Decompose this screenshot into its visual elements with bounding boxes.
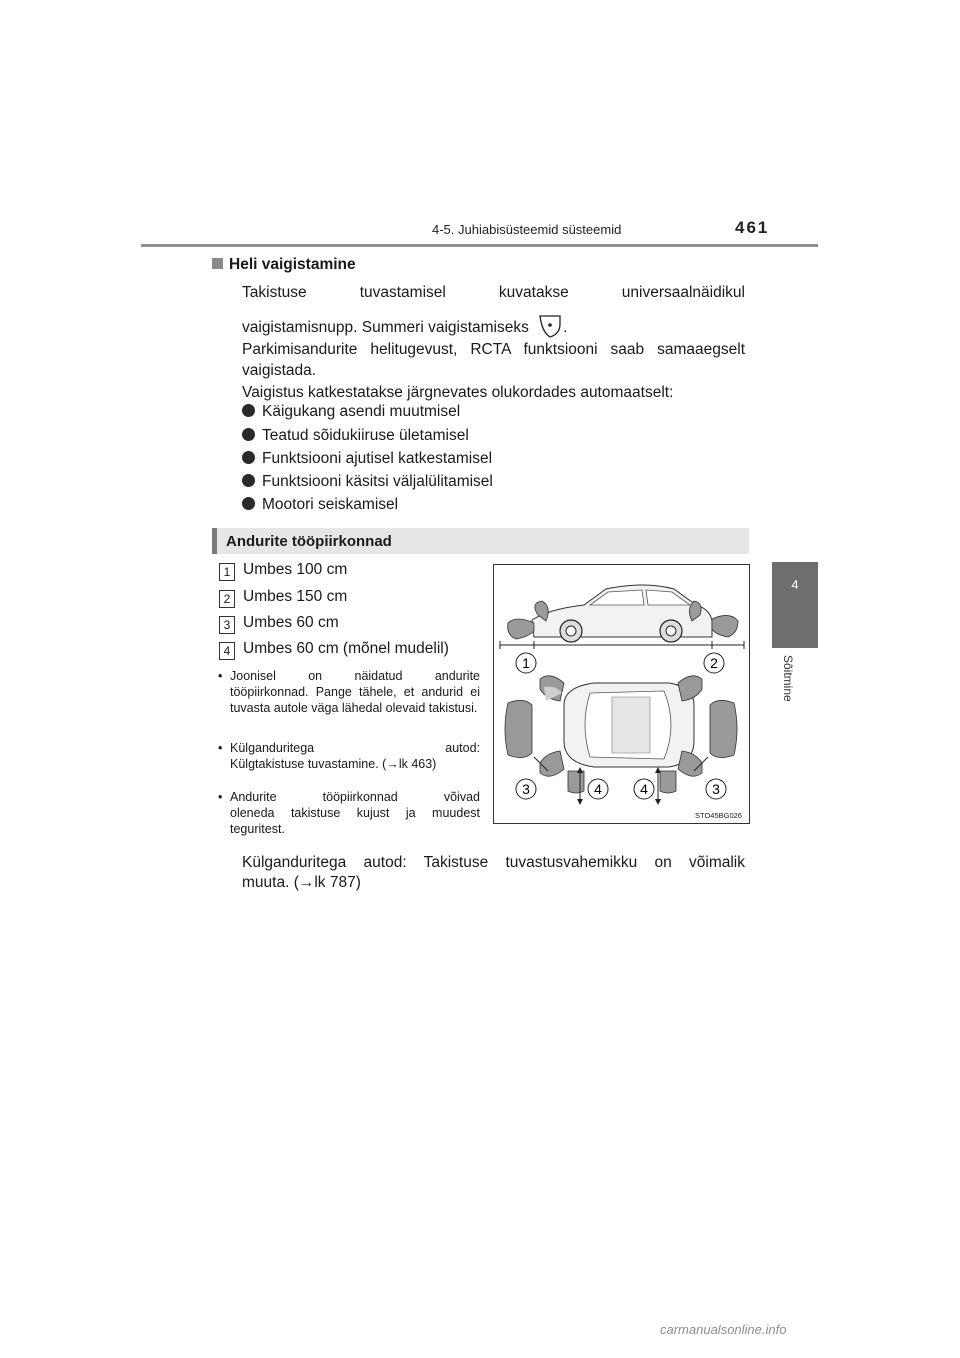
range-item-text: Umbes 100 cm (243, 561, 348, 578)
figure-label: 4 (640, 781, 648, 797)
list-item: Funktsiooni ajutisel katkestamisel (242, 450, 492, 468)
figure-label: 3 (712, 781, 720, 797)
bullet-dot-icon (242, 474, 255, 487)
running-header-section: 4-5. Juhiabisüsteemid süsteemid (432, 222, 622, 237)
chapter-tab (772, 562, 818, 648)
list-item: Funktsiooni käsitsi väljalülitamisel (242, 473, 493, 491)
subsection-heading: Andurite tööpiirkonnad (226, 533, 392, 550)
figure-label: 4 (594, 781, 602, 797)
bullet-dot-icon: • (218, 741, 223, 755)
paragraph-line (242, 313, 745, 339)
paragraph-line: Parkimisandurite helitugevust, RCTA funktsiooni saab samaaegselt (242, 341, 745, 358)
bullet-dot-icon: • (218, 669, 223, 683)
car-sensor-illustration (494, 565, 749, 823)
paragraph-line: Vaigistus katkestatakse järgnevates olukordades automaatselt: (242, 384, 674, 401)
sensor-range-figure (493, 564, 750, 824)
note-item: • Joonisel on näidatud andurite tööpiirkonnad. Pange tähele, et andurid ei tuvasta autole väga lähedal olevaid takistusi. (218, 669, 480, 715)
page-number: 461 (735, 218, 770, 237)
square-bullet-icon (212, 258, 223, 269)
item-number-badge: 2 (219, 590, 235, 608)
paragraph-line: Külganduritega autod: Takistuse tuvastusvahemikku on võimalik (242, 854, 745, 871)
item-number-badge: 1 (219, 563, 235, 581)
figure-label: 3 (522, 781, 530, 797)
note-item: • Külganduritega autod: Külgtakistuse tuvastamine. (→lk 463) (218, 741, 480, 771)
figure-label: 2 (710, 655, 718, 671)
bullet-dot-icon (242, 451, 255, 464)
item-number-badge: 4 (219, 642, 235, 660)
figure-code: STO45BG026 (695, 811, 742, 820)
mute-button-icon (537, 313, 563, 339)
header-rule (141, 244, 818, 247)
bullet-dot-icon (242, 497, 255, 510)
paragraph-line: muuta. (→lk 787) (242, 874, 361, 891)
chapter-tab-label: Sõitmine (781, 655, 795, 702)
figure-label: 1 (522, 655, 530, 671)
list-item: Käigukang asendi muutmisel (242, 403, 460, 421)
range-item-text: Umbes 60 cm (mõnel mudelil) (243, 640, 449, 657)
paragraph-line: vaigistada. (242, 362, 317, 379)
bullet-dot-icon (242, 428, 255, 441)
chapter-tab-number: 4 (791, 577, 799, 592)
paragraph-text: . (563, 319, 568, 336)
list-item: Mootori seiskamisel (242, 496, 398, 514)
list-item: Teatud sõidukiiruse ületamisel (242, 427, 469, 445)
paragraph-line: Takistuse tuvastamisel kuvatakse universaalnäidikul (242, 284, 745, 301)
range-item-text: Umbes 60 cm (243, 614, 339, 631)
watermark: carmanualsonline.info (660, 1322, 787, 1337)
bullet-dot-icon: • (218, 790, 223, 804)
section-title (212, 256, 356, 274)
section-title-text: Heli vaigistamine (229, 256, 356, 273)
item-number-badge: 3 (219, 616, 235, 634)
range-item-text: Umbes 150 cm (243, 588, 348, 605)
paragraph-text: vaigistamisnupp. Summeri vaigistamiseks (242, 319, 529, 336)
bullet-dot-icon (242, 404, 255, 417)
note-item: • Andurite tööpiirkonnad võivad oleneda takistuse kujust ja muudest teguritest. (218, 790, 480, 836)
